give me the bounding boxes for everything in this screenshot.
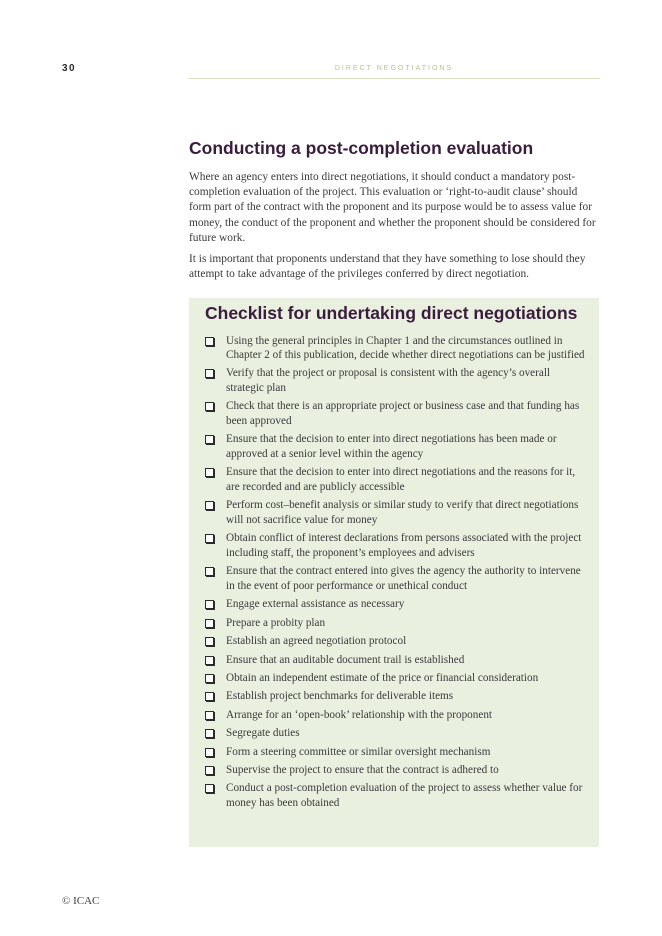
checklist-item: [205, 781, 585, 810]
checklist-item-text: Check that there is an appropriate project or business case and that funding has been approved: [226, 400, 580, 428]
checklist-item-text: Establish an agreed negotiation protocol: [226, 635, 407, 648]
checkbox-icon: [205, 369, 214, 378]
copyright-footer: © ICAC: [62, 895, 100, 907]
checklist-item-text: Engage external assistance as necessary: [226, 598, 405, 611]
checkbox-icon: [205, 567, 214, 576]
checklist-item: [205, 726, 585, 741]
checklist-item-text: Ensure that the decision to enter into direct negotiations and the reasons for it, are recorded and are publicly accessible: [226, 466, 576, 494]
checkbox-icon: [205, 600, 214, 609]
checkbox-icon: [205, 692, 214, 701]
checklist-item-text: Segregate duties: [226, 727, 300, 740]
checklist-item: [205, 763, 585, 778]
checklist-item-text: Obtain conflict of interest declarations from persons associated with the project including staff, the proponent’s employees and advisers: [226, 532, 582, 559]
checklist-item-text: Prepare a probity plan: [226, 616, 326, 629]
checklist-title: Checklist for undertaking direct negotiations: [205, 303, 578, 323]
checklist-item-text: Form a steering committee or similar oversight mechanism: [226, 745, 491, 758]
checklist-item: [205, 616, 585, 631]
checklist-item: [205, 708, 585, 723]
checklist-item: [205, 689, 585, 704]
checklist-item: [205, 432, 585, 461]
section-title: Conducting a post-completion evaluation: [189, 138, 534, 158]
page-number: 30: [62, 63, 77, 74]
checkbox-icon: [205, 501, 214, 510]
checklist-item-text: Ensure that the contract entered into gives the agency the authority to intervene in the event of poor performance or unethical conduct: [226, 565, 581, 592]
checkbox-icon: [205, 729, 214, 738]
checklist-item-text: Obtain an independent estimate of the price or financial consideration: [226, 671, 539, 684]
checklist-item: [205, 399, 585, 428]
checklist-item: [205, 653, 585, 668]
checklist: [205, 334, 585, 811]
checklist-item-text: Verify that the project or proposal is consistent with the agency’s overall strategic plan: [226, 367, 551, 395]
checklist-item-text: Arrange for an ‘open-book’ relationship with the proponent: [226, 708, 493, 721]
checklist-item-text: Perform cost–benefit analysis or similar study to verify that direct negotiations will not sacrifice value for money: [226, 499, 579, 527]
checkbox-icon: [205, 468, 214, 477]
checkbox-icon: [205, 402, 214, 411]
running-header: DIRECT NEGOTIATIONS: [334, 65, 454, 72]
post-completion-section: [189, 138, 599, 288]
checklist-item: [205, 334, 585, 363]
checklist-item: [205, 531, 585, 560]
checkbox-icon: [205, 711, 214, 720]
checklist-item: [205, 597, 585, 612]
checkbox-icon: [205, 766, 214, 775]
checkbox-icon: [205, 435, 214, 444]
body-paragraph: It is important that proponents understand that they have something to lose should they attempt to take advantage of the privileges conferred by direct negotiation.: [189, 253, 586, 281]
checklist-item: [205, 634, 585, 649]
checkbox-icon: [205, 619, 214, 628]
checkbox-icon: [205, 674, 214, 683]
checklist-item-text: Using the general principles in Chapter 1 and the circumstances outlined in Chapter 2 of this publication, decide whether direct negotiations can be justified: [226, 334, 585, 362]
checklist-item: [205, 671, 585, 686]
checklist-item: [205, 745, 585, 760]
checkbox-icon: [205, 337, 214, 346]
checkbox-icon: [205, 637, 214, 646]
body-paragraph: Where an agency enters into direct negotiations, it should conduct a mandatory post-completion evaluation of the project. This evaluation or ‘right-to-audit clause’ should form part of the contract with the proponent and its purpose would be to assess value for money, the conduct of the proponent and whether the proponent should be considered for future work.: [189, 171, 596, 244]
checklist-item: [205, 465, 585, 494]
header-divider: [188, 78, 600, 79]
checklist-panel: [189, 298, 599, 847]
checklist-item-text: Ensure that an auditable document trail is established: [226, 653, 465, 666]
checklist-item-text: Ensure that the decision to enter into direct negotiations has been made or approved at a senior level within the agency: [226, 433, 557, 461]
checkbox-icon: [205, 748, 214, 757]
checklist-item-text: Establish project benchmarks for deliverable items: [226, 690, 454, 703]
checklist-item-text: Conduct a post-completion evaluation of the project to assess whether value for money has been obtained: [226, 782, 583, 809]
checkbox-icon: [205, 534, 214, 543]
checkbox-icon: [205, 784, 214, 793]
checklist-item: [205, 366, 585, 395]
checklist-item-text: Supervise the project to ensure that the contract is adhered to: [226, 763, 499, 776]
checkbox-icon: [205, 656, 214, 665]
checklist-item: [205, 564, 585, 593]
checklist-item: [205, 498, 585, 527]
